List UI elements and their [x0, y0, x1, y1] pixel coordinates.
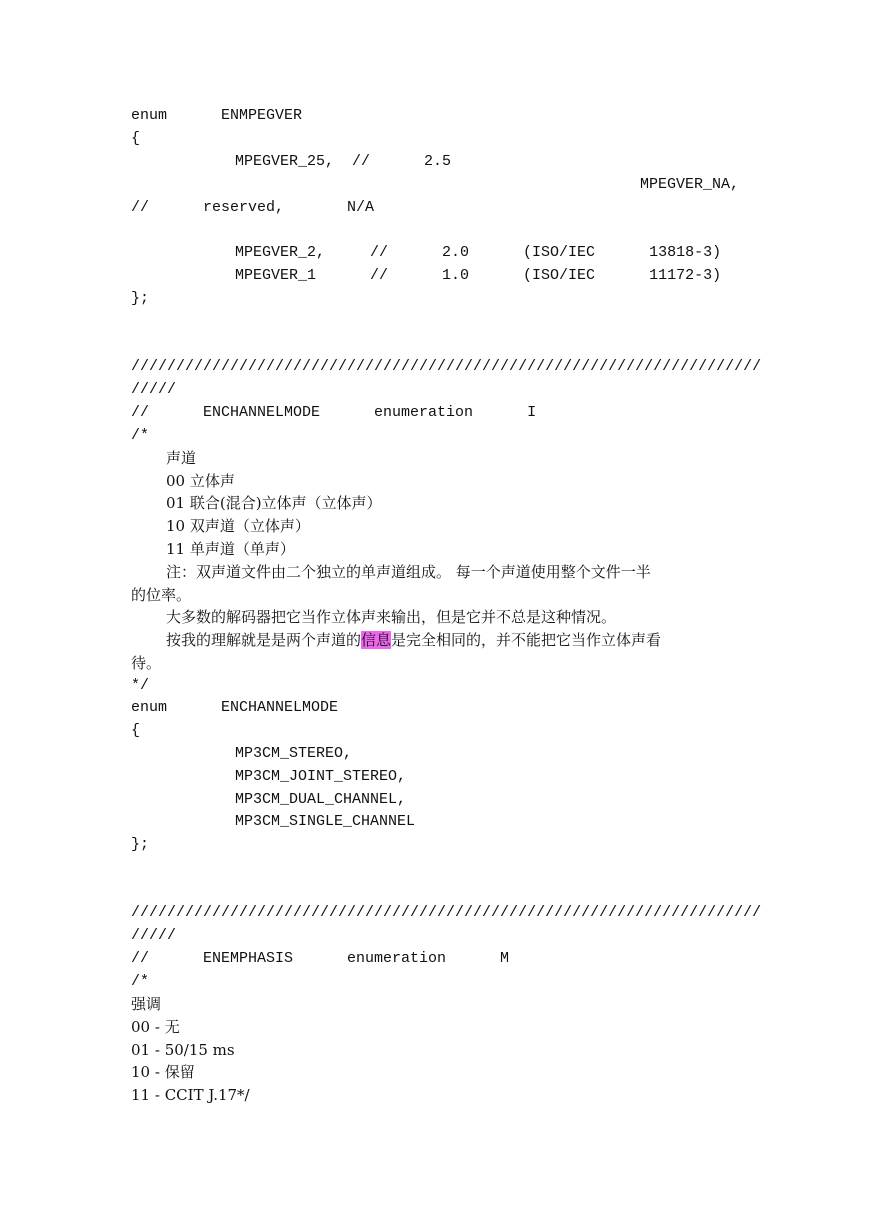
enum-item-mpegver-na-comment: // reserved, N/A: [131, 199, 375, 216]
enum-mpegver-declaration: enum ENMPEGVER: [131, 107, 303, 124]
highlighted-word: 信息: [361, 631, 392, 649]
enum-item-joint-stereo: MP3CM_JOINT_STEREO,: [235, 768, 407, 785]
emphasis-title: 强调: [131, 995, 162, 1013]
channel-note-1: 注：双声道文件由二个独立的单声道组成。 每一个声道使用整个文件一半: [166, 563, 651, 581]
enum-item-mpegver-na: MPEGVER_NA,: [640, 176, 740, 193]
section-header-channelmode: // ENCHANNELMODE enumeration I: [131, 404, 537, 421]
channel-line-00: 00 立体声: [166, 472, 235, 490]
comment-open: /*: [131, 427, 150, 444]
separator-rule-continued: /////: [131, 927, 177, 944]
enum-item-mpegver-2: MPEGVER_2, // 2.0 (ISO/IEC 13818-3): [235, 244, 722, 261]
enum-close: };: [131, 836, 150, 853]
enum-open-brace: {: [131, 130, 141, 147]
separator-rule-continued: /////: [131, 381, 177, 398]
channel-line-11: 11 单声道（单声）: [166, 540, 295, 558]
channel-line-01: 01 联合(混合)立体声（立体声）: [166, 494, 382, 512]
channel-title: 声道: [166, 449, 197, 467]
emphasis-line-00: 00 - 无: [131, 1018, 180, 1036]
separator-rule: //////////////////////////////////////////////////////////////////////: [131, 358, 762, 375]
section-header-emphasis: // ENEMPHASIS enumeration M: [131, 950, 510, 967]
comment-open: /*: [131, 973, 150, 990]
channel-note-3-pre: 按我的理解就是是两个声道的: [166, 631, 362, 649]
channel-note-3-post: 是完全相同的，并不能把它当作立体声看: [391, 631, 662, 649]
enum-channelmode-declaration: enum ENCHANNELMODE: [131, 699, 339, 716]
channel-line-10: 10 双声道（立体声）: [166, 517, 310, 535]
comment-close: */: [131, 677, 150, 694]
separator-rule: //////////////////////////////////////////////////////////////////////: [131, 904, 762, 921]
channel-note-1-continued: 的位率。: [131, 586, 192, 604]
channel-note-2: 大多数的解码器把它当作立体声来输出，但是它并不总是这种情况。: [166, 608, 617, 626]
enum-item-stereo: MP3CM_STEREO,: [235, 745, 353, 762]
enum-close: };: [131, 290, 150, 307]
channel-note-3-continued: 待。: [131, 654, 162, 672]
emphasis-line-10: 10 - 保留: [131, 1063, 195, 1081]
enum-open-brace: {: [131, 722, 141, 739]
emphasis-line-11: 11 - CCIT J.17*/: [131, 1086, 250, 1104]
enum-item-mpegver-1: MPEGVER_1 // 1.0 (ISO/IEC 11172-3): [235, 267, 722, 284]
channel-note-3: [166, 630, 661, 650]
enum-item-single-channel: MP3CM_SINGLE_CHANNEL: [235, 813, 416, 830]
enum-item-mpegver-25: MPEGVER_25, // 2.5: [235, 153, 452, 170]
enum-item-dual-channel: MP3CM_DUAL_CHANNEL,: [235, 791, 407, 808]
emphasis-line-01: 01 - 50/15 ms: [131, 1041, 235, 1059]
